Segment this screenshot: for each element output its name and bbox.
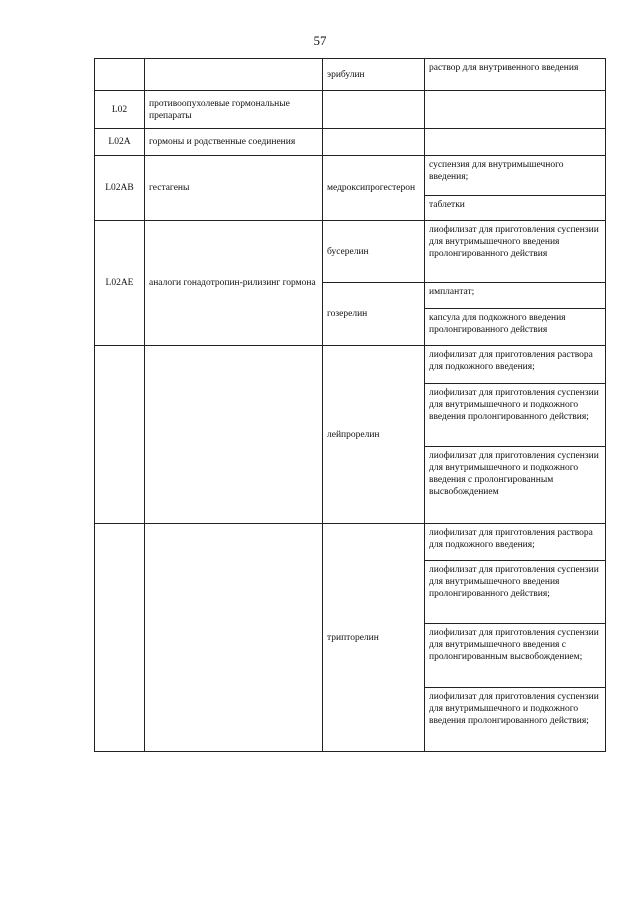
group-name-cell <box>145 59 323 91</box>
page-number: 57 <box>313 33 327 48</box>
drug-name-cell <box>323 91 425 129</box>
atc-code-cell <box>95 346 145 524</box>
drug-name-cell: медроксипрогестерон <box>323 156 425 221</box>
group-name-cell: аналоги гонадотропин-рилизинг гормона <box>145 221 323 346</box>
drug-name-cell: трипторелин <box>323 524 425 752</box>
dosage-form-cell: лиофилизат для приготовления раствора для подкожного введения; <box>425 346 606 384</box>
dosage-form-cell: суспензия для внутримышечного введения; <box>425 156 606 196</box>
table-row <box>95 524 606 561</box>
group-name-cell: противоопухолевые гормональные препараты <box>145 91 323 129</box>
dosage-form-cell: таблетки <box>425 196 606 221</box>
dosage-form-cell: лиофилизат для приготовления раствора для подкожного введения; <box>425 524 606 561</box>
dosage-form-cell: капсула для подкожного введения пролонгированного действия <box>425 309 606 346</box>
atc-code-cell: L02AE <box>95 221 145 346</box>
table-row <box>95 156 606 196</box>
atc-code-cell: L02AB <box>95 156 145 221</box>
drug-name-cell: лейпрорелин <box>323 346 425 524</box>
table-row <box>95 221 606 283</box>
table-row <box>95 91 606 129</box>
atc-code-cell <box>95 524 145 752</box>
dosage-form-cell: лиофилизат для приготовления суспензии для внутримышечного введения с пролонгированным высвобождением; <box>425 624 606 688</box>
dosage-form-cell: лиофилизат для приготовления суспензии для внутримышечного и подкожного введения пролонгированного действия; <box>425 688 606 752</box>
atc-code-cell: L02A <box>95 129 145 156</box>
group-name-cell <box>145 346 323 524</box>
drug-table <box>94 58 606 752</box>
dosage-form-cell: лиофилизат для приготовления суспензии для внутримышечного введения пролонгированного действия; <box>425 561 606 624</box>
atc-code-cell <box>95 59 145 91</box>
group-name-cell <box>145 524 323 752</box>
group-name-cell: гормоны и родственные соединения <box>145 129 323 156</box>
table-row <box>95 129 606 156</box>
drug-name-cell: бусерелин <box>323 221 425 283</box>
dosage-form-cell: имплантат; <box>425 283 606 309</box>
dosage-form-cell <box>425 129 606 156</box>
dosage-form-cell: раствор для внутривенного введения <box>425 59 606 91</box>
table-row <box>95 346 606 384</box>
dosage-form-cell: лиофилизат для приготовления суспензии для внутримышечного и подкожного введения с пролонгированным высвобождением <box>425 447 606 524</box>
dosage-form-cell <box>425 91 606 129</box>
table-row <box>95 59 606 91</box>
atc-code-cell: L02 <box>95 91 145 129</box>
dosage-form-cell: лиофилизат для приготовления суспензии для внутримышечного введения пролонгированного действия <box>425 221 606 283</box>
dosage-form-cell: лиофилизат для приготовления суспензии для внутримышечного и подкожного введения пролонгированного действия; <box>425 384 606 447</box>
group-name-cell: гестагены <box>145 156 323 221</box>
drug-name-cell: гозерелин <box>323 283 425 346</box>
drug-name-cell <box>323 129 425 156</box>
drug-name-cell: эрибулин <box>323 59 425 91</box>
